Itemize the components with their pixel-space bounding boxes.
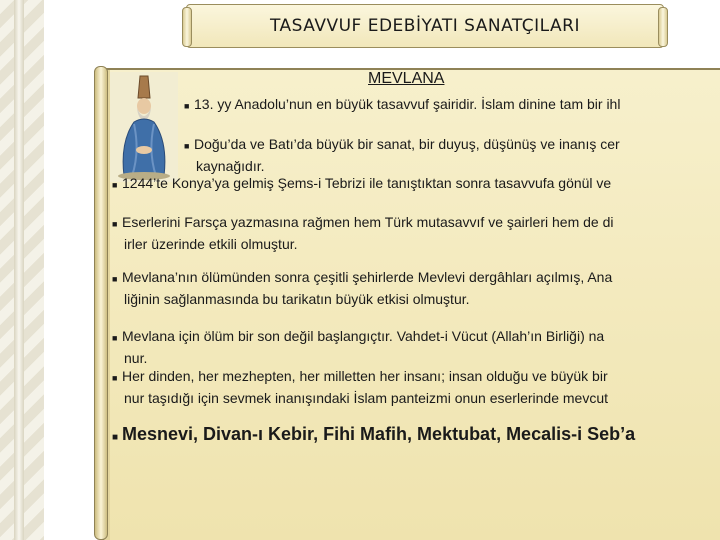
section-heading: MEVLANA — [368, 70, 445, 87]
left-ornament-bar — [14, 0, 24, 540]
bullet-line: Her dinden, her mezhepten, her milletten her insanı; insan olduğu ve büyük bir — [122, 368, 608, 384]
bullet-line: Doğu’da ve Batı’da büyük bir sanat, bir duyuş, düşünüş ve inanış cer — [194, 136, 620, 152]
bullet-line: irler üzerinde etkili olmuştur. — [124, 236, 298, 252]
square-bullet-icon: ■ — [112, 180, 118, 190]
bullet-item-4 — [112, 212, 613, 254]
square-bullet-icon: ■ — [184, 141, 190, 151]
bullet-line: Mevlana için ölüm bir son değil başlangıçtır. Vahdet-i Vücut (Allah’ın Birliği) na — [122, 328, 605, 344]
square-bullet-icon: ■ — [112, 219, 118, 229]
mevlana-portrait — [110, 72, 178, 182]
bullet-item-6 — [112, 326, 604, 368]
bullet-item-1 — [184, 94, 620, 116]
bullet-item-5 — [112, 267, 612, 309]
bullet-line: nur. — [124, 350, 148, 366]
bullet-item-7 — [112, 366, 608, 408]
left-ornament-strip — [0, 0, 44, 540]
bullet-line: Mevlana’nın ölümünden sonra çeşitli şehirlerde Mevlevi dergâhları açılmış, Ana — [122, 269, 613, 285]
bullet-line: Mesnevi, Divan-ı Kebir, Fihi Mafih, Mektubat, Mecalis-i Seb’a — [122, 424, 636, 444]
title-scroll — [186, 4, 664, 48]
square-bullet-icon: ■ — [112, 432, 119, 443]
bullet-line: nur taşıdığı için sevmek inanışındaki İslam panteizmi onun eserlerinde mevcut — [124, 390, 609, 406]
bullet-line: 1244’te Konya’ya gelmiş Şems-i Tebrizi ile tanıştıktan sonra tasavvufa gönül ve — [122, 175, 612, 191]
page-title: TASAVVUF EDEBİYATI SANATÇILARI — [269, 16, 580, 36]
bullet-item-2 — [184, 134, 620, 176]
square-bullet-icon: ■ — [112, 274, 118, 284]
square-bullet-icon: ■ — [112, 333, 118, 343]
bullet-line: liğinin sağlanmasında bu tarikatın büyük etkisi olmuştur. — [124, 291, 470, 307]
bullet-line: 13. yy Anadolu’nun en büyük tasavvuf şairidir. İslam dinine tam bir ihl — [194, 96, 621, 112]
square-bullet-icon: ■ — [112, 373, 118, 383]
bullet-item-8 — [112, 422, 635, 450]
square-bullet-icon: ■ — [184, 101, 190, 111]
bullet-line: Eserlerini Farsça yazmasına rağmen hem Türk mutasavvıf ve şairleri hem de di — [122, 214, 614, 230]
bullet-item-3 — [112, 173, 611, 195]
portrait-figure — [110, 72, 178, 182]
bullet-line: kaynağıdır. — [196, 158, 265, 174]
parchment-roll — [94, 66, 108, 540]
